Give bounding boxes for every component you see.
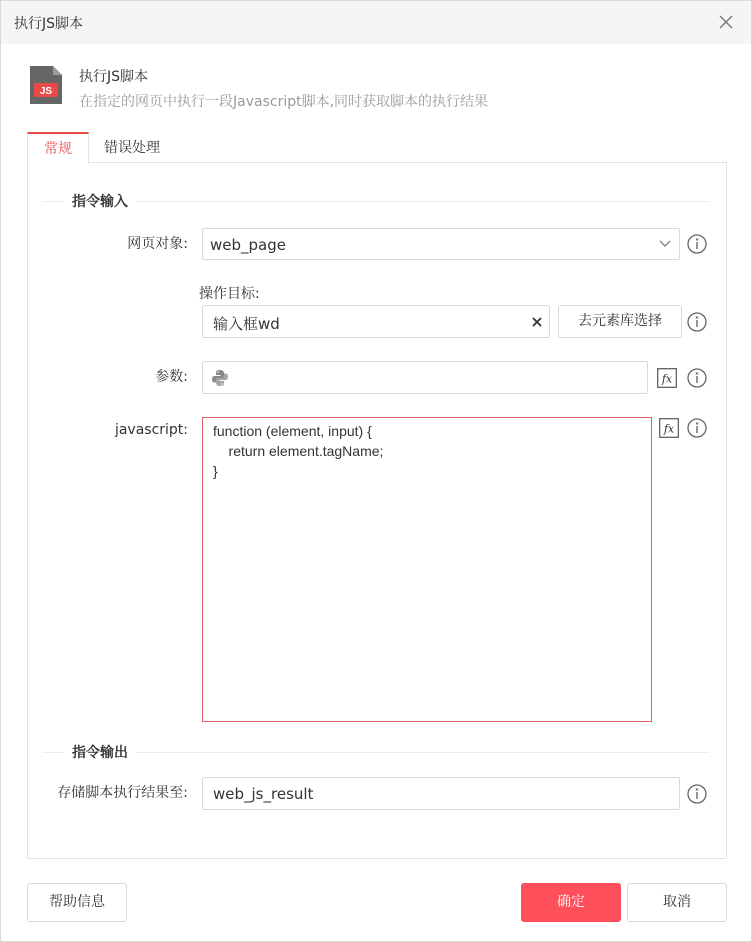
- javascript-info-icon[interactable]: [687, 418, 707, 438]
- web-page-info-icon[interactable]: [687, 234, 707, 254]
- target-input[interactable]: [202, 305, 550, 338]
- tab-error-handling[interactable]: 错误处理: [104, 140, 160, 156]
- result-value: web_js_result: [213, 785, 314, 803]
- clear-icon[interactable]: [531, 316, 543, 328]
- javascript-editor[interactable]: function (element, input) { return element.tagName; }: [202, 417, 652, 722]
- javascript-label: javascript:: [114, 422, 188, 438]
- javascript-fx-icon[interactable]: [659, 418, 679, 438]
- result-label: 存储脚本执行结果至:: [57, 785, 188, 801]
- target-info-icon[interactable]: [687, 312, 707, 332]
- params-label: 参数:: [155, 369, 188, 385]
- web-page-select[interactable]: [202, 228, 680, 260]
- js-file-icon: [29, 65, 63, 105]
- window-title: 执行JS脚本: [14, 16, 84, 32]
- web-page-value: web_page: [210, 236, 286, 254]
- params-info-icon[interactable]: [687, 368, 707, 388]
- target-value: 输入框wd: [213, 315, 280, 333]
- svg-text:fx: fx: [663, 422, 675, 436]
- target-label: 操作目标:: [199, 286, 260, 302]
- title-bar: [1, 1, 751, 44]
- chevron-down-icon: [659, 240, 671, 248]
- pick-element-button[interactable]: 去元素库选择: [558, 305, 682, 338]
- section-output: [42, 742, 710, 762]
- params-fx-icon[interactable]: [657, 368, 677, 388]
- help-button[interactable]: 帮助信息: [27, 883, 127, 922]
- section-input-label: 指令输入: [64, 191, 136, 211]
- command-description: 在指定的网页中执行一段Javascript脚本,同时获取脚本的执行结果: [79, 94, 489, 110]
- ok-button[interactable]: 确定: [521, 883, 621, 922]
- js-icon-label: JS: [39, 86, 53, 97]
- svg-text:fx: fx: [661, 372, 673, 386]
- cancel-button[interactable]: 取消: [627, 883, 727, 922]
- params-input[interactable]: [202, 361, 648, 394]
- python-icon: [211, 369, 229, 387]
- result-input[interactable]: [202, 777, 680, 810]
- result-info-icon[interactable]: [687, 784, 707, 804]
- section-output-label: 指令输出: [64, 742, 136, 762]
- close-icon[interactable]: [717, 13, 735, 31]
- section-input: [42, 191, 710, 211]
- tab-general[interactable]: 常规: [27, 132, 89, 164]
- web-page-label: 网页对象:: [127, 236, 188, 252]
- command-title: 执行JS脚本: [79, 69, 149, 85]
